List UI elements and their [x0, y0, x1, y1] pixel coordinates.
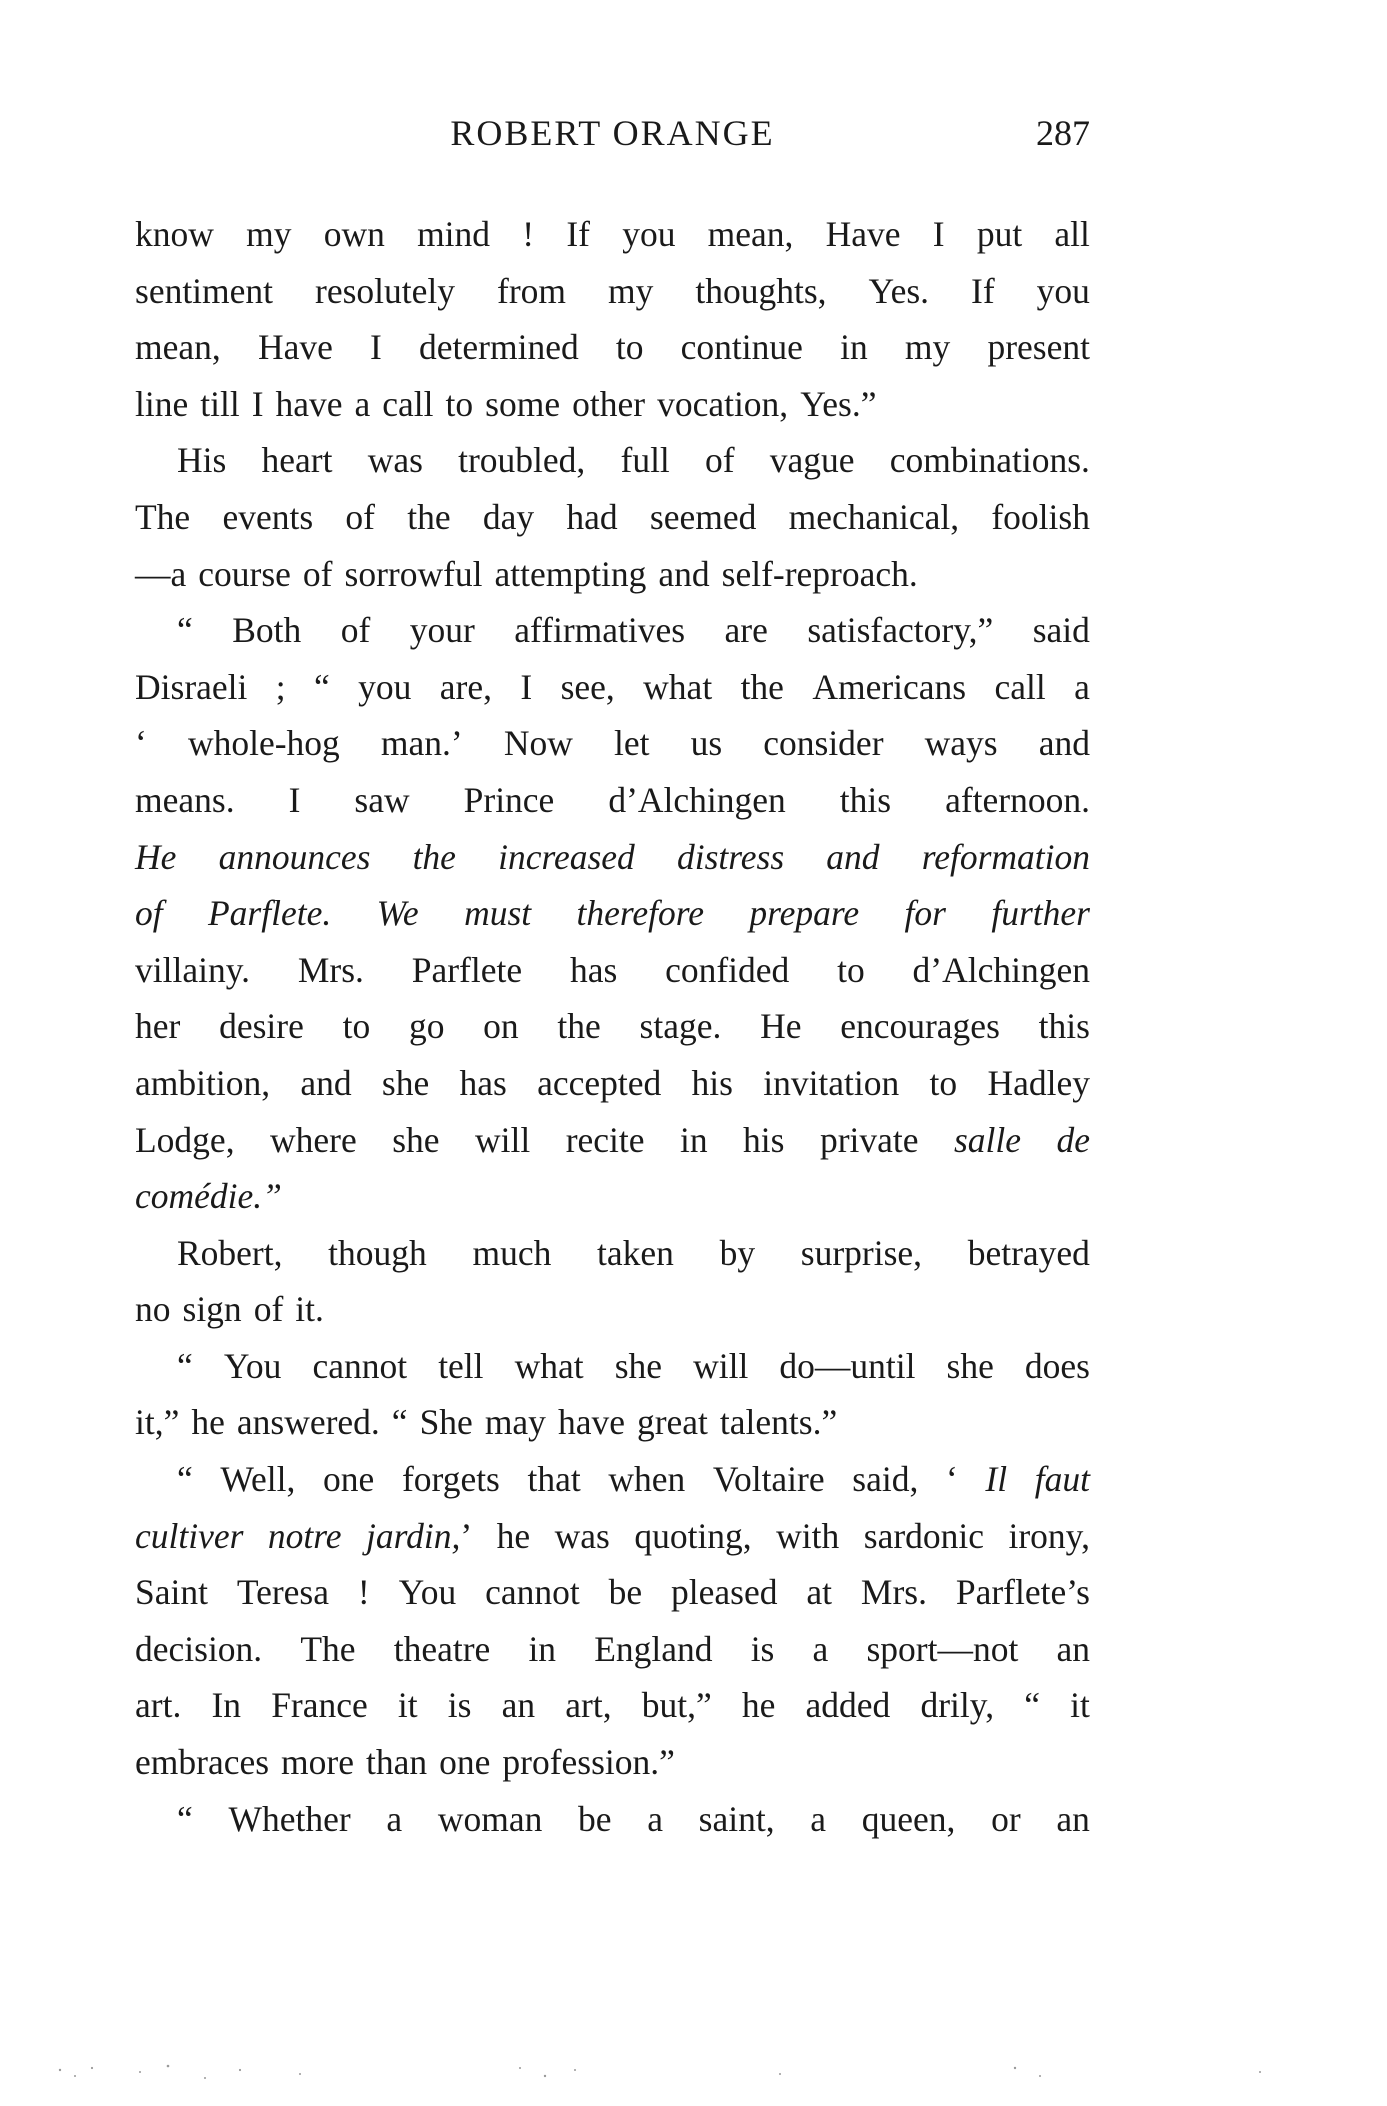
word: !	[357, 1572, 370, 1613]
text-line	[135, 1394, 1090, 1451]
word: course	[198, 553, 291, 594]
word: stage.	[639, 1006, 722, 1047]
word: a	[354, 383, 371, 424]
word: sentiment	[135, 270, 274, 311]
text-line	[135, 1281, 1090, 1338]
word: !	[522, 214, 535, 254]
word: He	[760, 1006, 802, 1047]
word: the	[740, 666, 784, 707]
word: decision.	[135, 1628, 263, 1669]
word: sport—not	[866, 1628, 1019, 1669]
word: in	[840, 327, 868, 368]
word: are,	[439, 666, 492, 707]
word: ambition,	[135, 1062, 271, 1103]
word: Parflete’s	[955, 1572, 1090, 1613]
word: to	[342, 1006, 371, 1047]
word: some	[485, 383, 561, 424]
word: We	[376, 893, 419, 934]
word: are	[724, 610, 768, 651]
word: an	[1056, 1798, 1090, 1839]
word: Voltaire	[712, 1459, 825, 1500]
text-line	[135, 1677, 1090, 1734]
word: will	[693, 1345, 749, 1386]
word: has	[459, 1062, 507, 1103]
word: to	[445, 383, 474, 424]
word: added	[805, 1685, 891, 1726]
word: line	[135, 383, 189, 424]
word: taken	[597, 1232, 674, 1273]
word: a	[647, 1798, 663, 1839]
word: thoughts,	[695, 270, 827, 311]
word: to	[929, 1062, 958, 1103]
word: cannot	[312, 1345, 408, 1386]
word: in	[679, 1119, 708, 1160]
word: you	[1036, 270, 1090, 311]
word: and	[300, 1062, 352, 1103]
word: ;	[275, 666, 286, 707]
text-line	[135, 263, 1090, 320]
word: Have	[257, 327, 333, 368]
word: and	[658, 553, 710, 594]
word: this	[1038, 1006, 1090, 1047]
word: Yes.	[868, 270, 930, 311]
word: queen,	[861, 1798, 956, 1839]
word: quoting,	[634, 1515, 752, 1556]
word: Now	[503, 723, 573, 764]
word: is	[750, 1628, 775, 1669]
word: encourages	[840, 1006, 1000, 1047]
word: at	[806, 1572, 832, 1613]
word: Saint	[135, 1572, 208, 1613]
word: his	[743, 1119, 785, 1160]
word: it	[1070, 1685, 1090, 1726]
word: I	[932, 214, 945, 254]
word: was	[554, 1515, 610, 1556]
scan-specks	[0, 2040, 1387, 2100]
word: heart	[261, 440, 333, 481]
word: Disraeli	[135, 666, 248, 707]
word: whole-hog	[187, 723, 340, 764]
word: “	[1024, 1685, 1040, 1726]
word: The	[135, 496, 191, 537]
word: what	[643, 666, 713, 707]
word: Prince	[463, 779, 555, 820]
word: cannot	[485, 1572, 580, 1613]
word: foolish	[991, 496, 1090, 537]
word: with	[776, 1515, 840, 1556]
word: self-reproach.	[721, 553, 918, 594]
word: man.’	[380, 723, 463, 764]
word: for	[904, 893, 946, 934]
word: your	[409, 610, 475, 651]
word: reformation	[921, 836, 1090, 877]
text-line	[135, 206, 1090, 263]
word: my	[608, 270, 654, 311]
word: villainy.	[135, 949, 251, 990]
word: of	[302, 553, 333, 594]
word: art.	[135, 1685, 182, 1726]
word: tell	[438, 1345, 484, 1386]
word: all	[1054, 214, 1090, 254]
word: distress	[676, 836, 785, 877]
word: therefore	[576, 893, 705, 934]
word: her	[135, 1006, 181, 1047]
word: said,	[852, 1459, 919, 1500]
word: what	[514, 1345, 584, 1386]
text-line	[135, 602, 1090, 659]
word: of	[340, 610, 371, 651]
word: go	[408, 1006, 445, 1047]
word: it,”	[135, 1402, 180, 1443]
word: do—until	[779, 1345, 916, 1386]
word: that	[527, 1459, 581, 1500]
text-line	[135, 1791, 1090, 1848]
word: till	[200, 383, 240, 424]
word: determined	[419, 327, 579, 368]
body-text	[135, 206, 1090, 1847]
word: though	[328, 1232, 427, 1273]
word: affirmatives	[514, 610, 686, 651]
word: when	[608, 1459, 686, 1500]
word: the	[412, 836, 456, 877]
running-head	[135, 112, 1090, 162]
word: I	[251, 383, 264, 424]
word: “	[177, 1459, 193, 1500]
word: faut	[1034, 1459, 1090, 1500]
word: d’Alchingen	[912, 949, 1090, 990]
word: or	[991, 1798, 1021, 1839]
word: you	[358, 666, 412, 707]
word: I	[370, 327, 382, 368]
word: I	[520, 666, 533, 707]
text-line	[135, 1508, 1090, 1565]
word: by	[719, 1232, 756, 1273]
word: Yes.”	[800, 383, 877, 424]
word: she	[392, 1119, 440, 1160]
word: it.	[295, 1289, 324, 1330]
word: than	[365, 1742, 428, 1783]
word: art,	[565, 1685, 612, 1726]
word: continue	[680, 327, 803, 368]
word: Hadley	[987, 1062, 1090, 1103]
word: he	[741, 1685, 776, 1726]
word: of	[705, 440, 735, 481]
word: You	[398, 1572, 457, 1613]
text-line	[135, 319, 1090, 376]
text-line	[135, 659, 1090, 716]
text-line	[135, 1168, 1090, 1225]
word: see,	[560, 666, 615, 707]
word: an	[1056, 1628, 1090, 1669]
word: from	[497, 270, 567, 311]
text-line	[135, 1451, 1090, 1508]
word: He	[135, 836, 177, 877]
word: betrayed	[967, 1232, 1090, 1273]
word: day	[482, 496, 535, 537]
word: —a	[135, 553, 187, 594]
word: saw	[354, 779, 410, 820]
word: but,”	[641, 1685, 712, 1726]
text-line	[135, 998, 1090, 1055]
word: woman	[437, 1798, 543, 1839]
text-line	[135, 1734, 1090, 1791]
text-line	[135, 1338, 1090, 1395]
word: recite	[565, 1119, 645, 1160]
word: His	[177, 440, 227, 481]
word: it	[397, 1685, 418, 1726]
word: Whether	[228, 1798, 351, 1839]
word: us	[690, 723, 723, 764]
word: Teresa	[236, 1572, 329, 1613]
word: and	[826, 836, 880, 877]
word: more	[281, 1742, 354, 1783]
word: Mrs.	[297, 949, 364, 990]
word: cultiver	[135, 1515, 244, 1556]
word: have	[275, 383, 343, 424]
word: invitation	[763, 1062, 900, 1103]
text-line	[135, 489, 1090, 546]
word: “	[391, 1402, 408, 1443]
word: vague	[769, 440, 855, 481]
word: France	[271, 1685, 368, 1726]
word: the	[557, 1006, 601, 1047]
word: call	[994, 666, 1046, 707]
word: may	[484, 1402, 546, 1443]
word: mind	[417, 214, 491, 254]
word: events	[222, 496, 314, 537]
word: confided	[665, 949, 790, 990]
word: In	[211, 1685, 242, 1726]
word: a	[386, 1798, 403, 1839]
word: an	[501, 1685, 536, 1726]
word: has	[569, 949, 618, 990]
word: mean,	[135, 327, 221, 368]
word: much	[472, 1232, 552, 1273]
word: saint,	[698, 1798, 775, 1839]
word: de	[1056, 1119, 1090, 1160]
word: was	[367, 440, 423, 481]
word: forgets	[401, 1459, 500, 1500]
text-line	[135, 715, 1090, 772]
word: embraces	[135, 1742, 270, 1783]
word: desire	[219, 1006, 304, 1047]
word: will	[475, 1119, 531, 1160]
word: Il	[985, 1459, 1008, 1500]
text-line	[135, 432, 1090, 489]
word: had	[566, 496, 618, 537]
word: in	[528, 1628, 557, 1669]
word: my	[246, 214, 292, 254]
word: profession.”	[502, 1742, 675, 1783]
word: one	[439, 1742, 491, 1783]
word: If	[971, 270, 995, 311]
word: ‘	[945, 1459, 958, 1500]
text-line	[135, 1225, 1090, 1282]
word: said	[1032, 610, 1090, 651]
word: combinations.	[889, 440, 1090, 481]
word: she	[614, 1345, 663, 1386]
word: I	[288, 779, 301, 820]
word: full	[620, 440, 670, 481]
word: one	[323, 1459, 375, 1500]
word: Parflete	[411, 949, 523, 990]
text-line	[135, 772, 1090, 829]
word: resolutely	[315, 270, 456, 311]
word: pleased	[671, 1572, 778, 1613]
word: surprise,	[800, 1232, 923, 1273]
word: increased	[498, 836, 635, 877]
text-line	[135, 829, 1090, 886]
text-line	[135, 885, 1090, 942]
word: Lodge,	[135, 1119, 235, 1160]
word: drily,	[920, 1685, 995, 1726]
word: of	[253, 1289, 284, 1330]
word: theatre	[393, 1628, 491, 1669]
word: She	[419, 1402, 473, 1443]
word: talents.”	[719, 1402, 838, 1443]
word: you	[622, 214, 676, 254]
word: sardonic	[863, 1515, 985, 1556]
word: England	[594, 1628, 713, 1669]
word: “	[177, 610, 193, 651]
word: “	[314, 666, 330, 707]
word: Have	[825, 214, 901, 254]
word: Well,	[220, 1459, 296, 1500]
word: know	[135, 214, 214, 254]
word: great	[636, 1402, 708, 1443]
running-title: ROBERT ORANGE	[450, 113, 775, 153]
text-line	[135, 1112, 1090, 1169]
word: a	[810, 1798, 827, 1839]
word: Americans	[812, 666, 967, 707]
text-line	[135, 1621, 1090, 1678]
word: call	[382, 383, 434, 424]
word: sign	[182, 1289, 242, 1330]
word: If	[566, 214, 590, 254]
text-line	[135, 1055, 1090, 1112]
word: let	[613, 723, 650, 764]
word: irony,	[1008, 1515, 1090, 1556]
word: where	[270, 1119, 357, 1160]
word: of	[135, 893, 163, 934]
word: d’Alchingen	[608, 779, 786, 820]
word: mechanical,	[788, 496, 960, 537]
text-line	[135, 942, 1090, 999]
word: the	[407, 496, 451, 537]
word: jardin,’	[366, 1515, 473, 1556]
word: his	[691, 1062, 733, 1103]
word: Robert,	[177, 1232, 283, 1273]
word: The	[300, 1628, 356, 1669]
word: Mrs.	[860, 1572, 927, 1613]
word: he	[496, 1515, 531, 1556]
word: notre	[267, 1515, 342, 1556]
word: no	[135, 1289, 171, 1330]
text-line	[135, 376, 1090, 433]
word: other	[572, 383, 646, 424]
word: must	[464, 893, 532, 934]
word: satisfactory,”	[807, 610, 994, 651]
word: mean,	[707, 214, 794, 254]
word: comédie.”	[135, 1176, 282, 1217]
word: of	[345, 496, 375, 537]
word: further	[991, 893, 1090, 934]
word: he	[191, 1402, 225, 1443]
word: attempting	[494, 553, 647, 594]
word: Parflete.	[208, 893, 332, 934]
word: ‘	[135, 723, 147, 764]
word: a	[1074, 666, 1090, 707]
word: You	[223, 1345, 282, 1386]
word: salle	[953, 1119, 1022, 1160]
word: Both	[232, 610, 302, 651]
word: own	[323, 214, 385, 254]
word: this	[839, 779, 892, 820]
word: announces	[218, 836, 371, 877]
word: private	[819, 1119, 919, 1160]
word: “	[177, 1798, 193, 1839]
word: seemed	[649, 496, 757, 537]
word: does	[1024, 1345, 1090, 1386]
word: vocation,	[657, 383, 789, 424]
text-line	[135, 1564, 1090, 1621]
word: consider	[763, 723, 884, 764]
word: a	[812, 1628, 829, 1669]
word: is	[447, 1685, 472, 1726]
text-line	[135, 546, 1090, 603]
word: accepted	[537, 1062, 662, 1103]
word: on	[483, 1006, 519, 1047]
word: be	[578, 1798, 612, 1839]
word: to	[837, 949, 865, 990]
word: have	[557, 1402, 625, 1443]
word: “	[177, 1345, 193, 1386]
word: sorrowful	[344, 553, 483, 594]
word: afternoon.	[945, 779, 1090, 820]
word: she	[946, 1345, 994, 1386]
word: answered.	[236, 1402, 380, 1443]
word: my	[904, 327, 951, 368]
word: she	[381, 1062, 430, 1103]
word: prepare	[749, 893, 860, 934]
word: troubled,	[458, 440, 586, 481]
word: ways	[924, 723, 998, 764]
word: put	[976, 214, 1023, 254]
word: means.	[135, 779, 235, 820]
page-number: 287	[1036, 113, 1090, 153]
word: to	[615, 327, 644, 368]
word: present	[987, 327, 1090, 368]
word: and	[1038, 723, 1090, 764]
word: be	[608, 1572, 643, 1613]
